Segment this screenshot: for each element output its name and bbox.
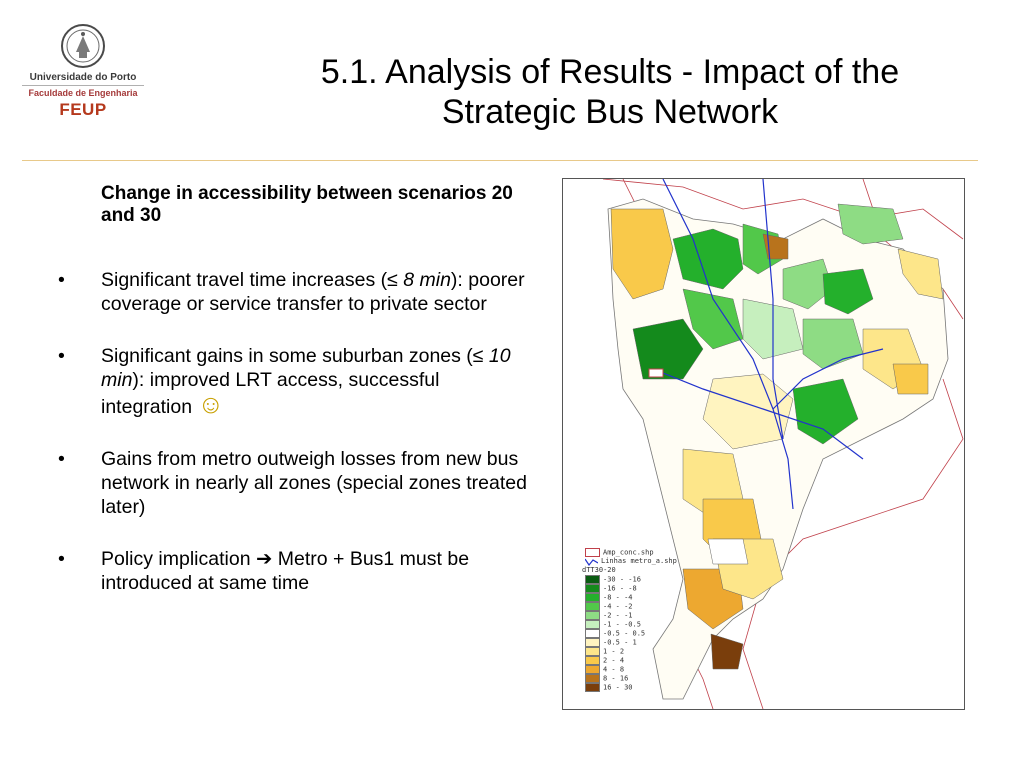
feup-logo <box>18 22 148 140</box>
metro-line-icon <box>585 558 598 565</box>
legend-class-row <box>585 638 677 647</box>
faculty-name: Faculdade de Engenharia <box>28 88 138 98</box>
map-legend <box>582 548 677 692</box>
legend-class-label: -0.5 - 0.5 <box>603 629 646 638</box>
legend-color-swatch <box>585 629 600 638</box>
legend-class-row <box>585 665 677 674</box>
boundary-swatch <box>585 548 600 557</box>
legend-color-swatch <box>585 656 600 665</box>
legend-class-label: -16 - -8 <box>603 584 637 593</box>
legend-row: Linhas metro_a.shp <box>585 557 677 566</box>
legend-color-swatch <box>585 638 600 647</box>
legend-class-row <box>585 584 677 593</box>
legend-class-label: 2 - 4 <box>603 656 625 665</box>
zone-orange <box>893 364 928 394</box>
smiley-icon: ☺ <box>197 389 225 419</box>
legend-class-label: -30 - -16 <box>603 575 641 584</box>
legend-class-row <box>585 647 677 656</box>
legend-class-label: 1 - 2 <box>603 647 625 656</box>
legend-class-label: -8 - -4 <box>603 593 633 602</box>
bullet-icon: • <box>58 345 65 367</box>
bullet-item: • Policy implication ➔ Metro + Bus1 must be introduced at same time <box>58 548 470 594</box>
legend-class-label: 8 - 16 <box>603 674 629 683</box>
legend-classes <box>585 575 677 692</box>
legend-class-row <box>585 611 677 620</box>
bullet-item: • Significant gains in some suburban zones (≤ 10 min): improved LRT access, successful integration ☺ <box>58 345 511 419</box>
logo-divider <box>22 85 144 86</box>
legend-color-swatch <box>585 683 600 692</box>
legend-class-label: -2 - -1 <box>603 611 633 620</box>
title-divider <box>22 160 978 161</box>
legend-field: dTT30-20 <box>582 566 616 574</box>
university-name: Universidade do Porto <box>29 72 137 83</box>
university-seal-icon <box>60 22 106 70</box>
legend-class-row <box>585 683 677 692</box>
legend-color-swatch <box>585 674 600 683</box>
legend-class-row <box>585 575 677 584</box>
legend-class-row <box>585 602 677 611</box>
title-line-1: 5.1. Analysis of Results - Impact of the <box>320 53 900 91</box>
legend-color-swatch <box>585 593 600 602</box>
legend-color-swatch <box>585 575 600 584</box>
legend-class-row <box>585 629 677 638</box>
faculty-acronym: FEUP <box>59 100 107 119</box>
legend-class-row <box>585 656 677 665</box>
legend-class-label: 4 - 8 <box>603 665 625 674</box>
legend-color-swatch <box>585 665 600 674</box>
legend-color-swatch <box>585 620 600 629</box>
zone-marker <box>649 369 663 377</box>
legend-color-swatch <box>585 647 600 656</box>
legend-color-swatch <box>585 584 600 593</box>
legend-class-row <box>585 674 677 683</box>
legend-row: Amp_conc.shp <box>585 548 677 557</box>
bullet-list <box>58 268 528 623</box>
legend-color-swatch <box>585 611 600 620</box>
legend-class-row <box>585 620 677 629</box>
zone-darkbrown <box>711 634 743 669</box>
legend-class-label: -1 - -0.5 <box>603 620 641 629</box>
zone-white <box>708 539 748 564</box>
bullet-icon: • <box>58 269 65 291</box>
bullet-icon: • <box>58 548 65 570</box>
legend-class-row <box>585 593 677 602</box>
bullet-icon: • <box>58 448 65 470</box>
legend-class-label: -0.5 - 1 <box>603 638 637 647</box>
bullet-item: • Gains from metro outweigh losses from new bus network in nearly all zones (special zones treated later) <box>58 448 527 518</box>
slide-title <box>170 52 1024 132</box>
title-line-2: Strategic Bus Network <box>441 93 779 131</box>
legend-class-label: -4 - -2 <box>603 602 633 611</box>
bullet-item: • Significant travel time increases (≤ 8 min): poorer coverage or service transfer to private sector <box>58 269 525 315</box>
section-heading: Change in accessibility between scenarios 20 and 30 <box>101 183 513 226</box>
arrow-icon: ➔ <box>255 548 273 570</box>
legend-class-label: 16 - 30 <box>603 683 633 692</box>
legend-color-swatch <box>585 602 600 611</box>
